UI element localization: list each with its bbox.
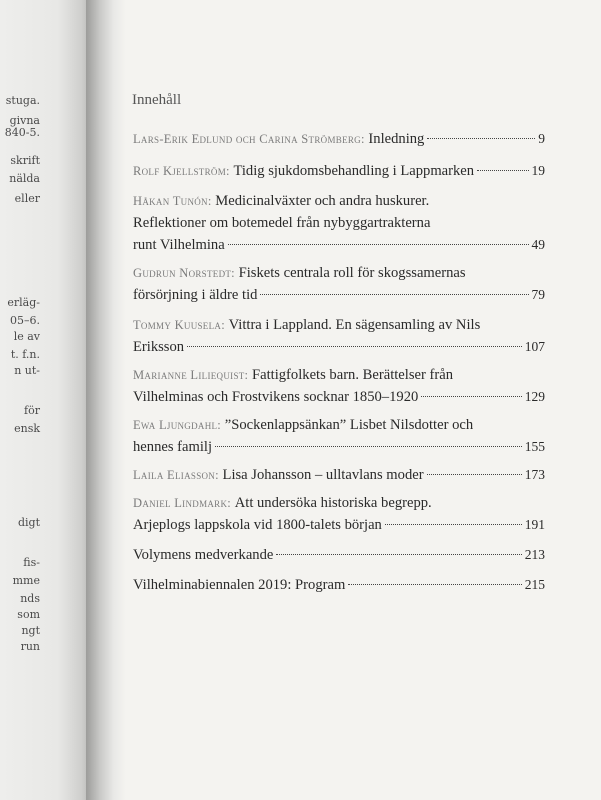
toc-entry — [133, 190, 545, 256]
toc-entry-line — [133, 414, 545, 436]
page-number: 79 — [531, 287, 545, 302]
table-of-contents-page — [126, 0, 601, 800]
left-page-fragment: nds — [20, 592, 40, 605]
left-page-fragment: skrift — [10, 154, 40, 167]
page-number: 215 — [524, 577, 545, 592]
left-page-fragment: för — [24, 404, 40, 417]
page-number: 107 — [524, 339, 545, 354]
toc-entry — [133, 314, 545, 358]
toc-entry-title: Volymens medverkande — [133, 547, 274, 563]
toc-entry-line — [133, 212, 545, 234]
toc-entry-title: Vittra i Lappland. En sägensamling av Nils — [228, 317, 481, 333]
dot-leader — [228, 244, 529, 245]
toc-entry-title: Medicinalväxter och andra huskurer. — [215, 193, 430, 209]
toc-entry-line — [133, 544, 545, 566]
toc-entry-title: Vilhelminabiennalen 2019: Program — [133, 577, 346, 593]
left-page-fragment: stuga. — [5, 94, 40, 107]
left-page-fragment: n ut- — [14, 364, 40, 377]
left-page-fragment: fis- — [23, 556, 40, 569]
toc-entry-line — [133, 190, 545, 212]
toc-entry-line — [133, 234, 545, 256]
toc-author: Marianne Liliequist: — [133, 368, 249, 382]
left-page-fragment: ngt — [21, 624, 40, 637]
toc-entry-line — [133, 160, 545, 182]
toc-title: Innehåll — [132, 92, 182, 108]
toc-entry-line — [133, 464, 545, 486]
left-page-fragment: ensk — [14, 422, 40, 435]
dot-leader — [187, 346, 522, 347]
page-number: 155 — [524, 439, 545, 454]
toc-entry-line — [133, 492, 545, 514]
page-number: 191 — [524, 517, 545, 532]
dot-leader — [215, 446, 522, 447]
toc-entry-title: Eriksson — [133, 339, 185, 355]
toc-entry-line — [133, 386, 545, 408]
left-page-fragment: eller — [14, 192, 40, 205]
left-page-fragment: mme — [12, 574, 40, 587]
toc-entry — [133, 414, 545, 458]
dot-leader — [427, 474, 522, 475]
toc-entry-title: Tidig sjukdomsbehandling i Lappmarken — [233, 163, 475, 179]
toc-entry-title: Arjeplogs lappskola vid 1800-talets början — [133, 517, 382, 533]
toc-entry-title: Reflektioner om botemedel från nybyggartrakterna — [133, 215, 431, 231]
page-number: 129 — [524, 389, 545, 404]
dot-leader — [427, 138, 535, 139]
left-page-fragment: le av — [13, 330, 40, 343]
toc-entry — [133, 128, 545, 150]
toc-entry — [133, 160, 545, 182]
dot-leader — [421, 396, 521, 397]
toc-author: Håkan Tunón: — [133, 194, 212, 208]
toc-entry-line — [133, 128, 545, 150]
toc-entry-line — [133, 436, 545, 458]
toc-entry — [133, 492, 545, 536]
toc-entry — [133, 544, 545, 566]
toc-author: Lars-Erik Edlund och Carina Strömberg: — [133, 132, 365, 146]
left-page-fragment: som — [17, 608, 40, 621]
toc-entry-line — [133, 314, 545, 336]
page-number: 9 — [538, 131, 545, 146]
toc-entry-title: Fattigfolkets barn. Berättelser från — [252, 367, 453, 383]
book-gutter — [86, 0, 126, 800]
toc-entry-line — [133, 262, 545, 284]
dot-leader — [260, 294, 528, 295]
toc-author: Ewa Ljungdahl: — [133, 418, 222, 432]
toc-author: Tommy Kuusela: — [133, 318, 225, 332]
toc-entry-title: ”Sockenlappsänkan” Lisbet Nilsdotter och — [224, 417, 474, 433]
toc-entry-title: Inledning — [368, 131, 425, 147]
left-page-fragment: run — [20, 640, 40, 653]
left-page-fragment: t. f.n. — [10, 348, 40, 361]
page-number: 213 — [524, 547, 545, 562]
toc-entry — [133, 574, 545, 596]
toc-entry — [133, 262, 545, 306]
left-page-fragment: 840-5. — [4, 126, 40, 139]
toc-author: Rolf Kjellström: — [133, 164, 230, 178]
toc-entry-title: Vilhelminas och Frostvikens socknar 1850–1920 — [133, 389, 419, 405]
page-number: 173 — [524, 467, 545, 482]
toc-entry-title: runt Vilhelmina — [133, 237, 225, 253]
dot-leader — [348, 584, 521, 585]
toc-entry-title: Fiskets centrala roll för skogssamernas — [238, 265, 466, 281]
page-number: 49 — [531, 237, 545, 252]
toc-entry-line — [133, 364, 545, 386]
toc-entry-title: Lisa Johansson – ulltavlans moder — [222, 467, 424, 483]
toc-entry-line — [133, 336, 545, 358]
toc-entry-line — [133, 514, 545, 536]
toc-author: Daniel Lindmark: — [133, 496, 232, 510]
left-page — [0, 0, 96, 800]
dot-leader — [276, 554, 521, 555]
toc-author: Laila Eliasson: — [133, 468, 219, 482]
toc-author: Gudrun Norstedt: — [133, 266, 235, 280]
toc-entry-title: försörjning i äldre tid — [133, 287, 258, 303]
left-page-fragment: erläg- — [7, 296, 40, 309]
toc-entry-line — [133, 574, 545, 596]
toc-entry — [133, 364, 545, 408]
page-number: 19 — [531, 163, 545, 178]
left-page-fragment: digt — [17, 516, 40, 529]
toc-entry-title: hennes familj — [133, 439, 213, 455]
dot-leader — [385, 524, 522, 525]
left-page-fragment: nälda — [9, 172, 40, 185]
toc-entry-line — [133, 284, 545, 306]
dot-leader — [477, 170, 528, 171]
toc-entry — [133, 464, 545, 486]
left-page-fragment: 05–6. — [10, 314, 40, 327]
left-page-fragment: givna — [9, 114, 40, 127]
toc-entry-title: Att undersöka historiska begrepp. — [234, 495, 432, 511]
